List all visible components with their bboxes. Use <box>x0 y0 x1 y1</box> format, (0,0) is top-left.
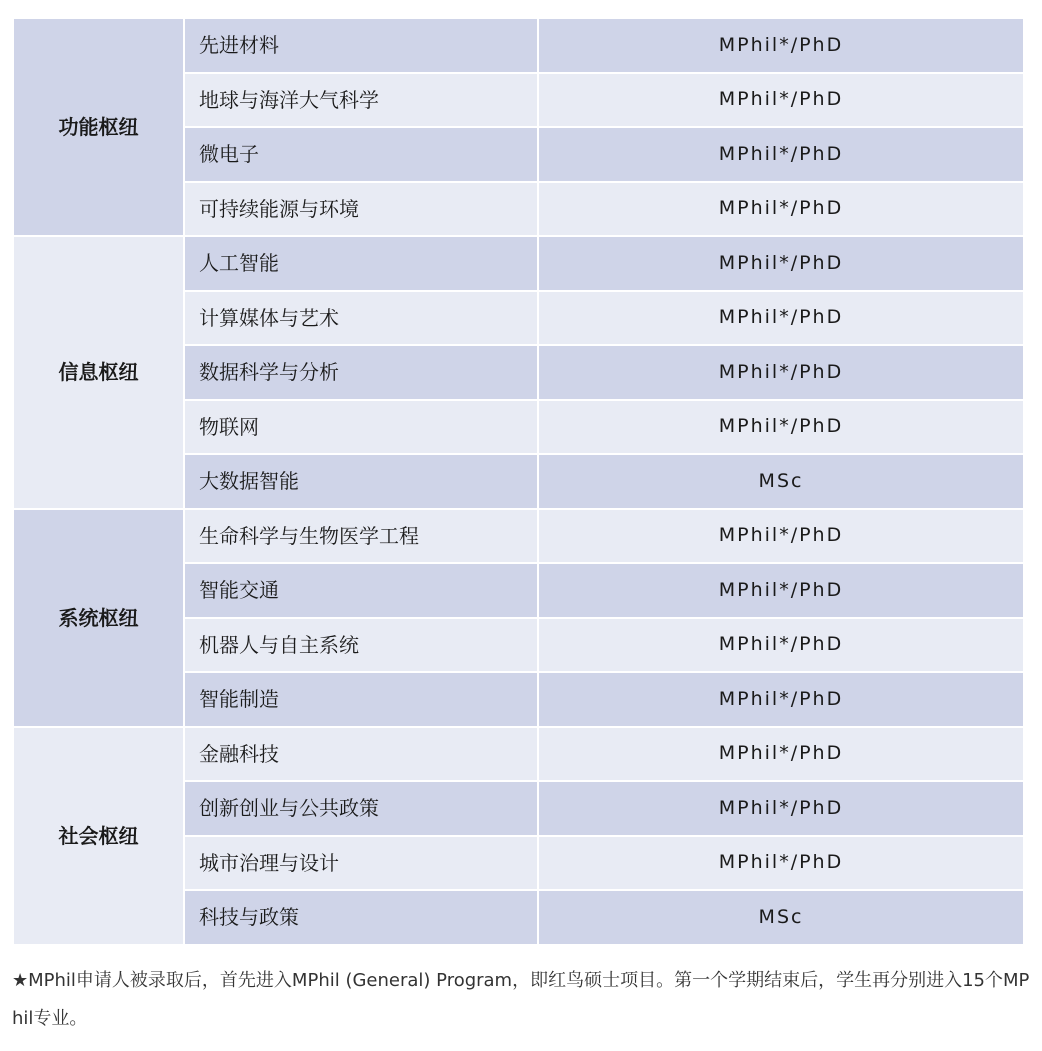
program-name-cell: 微电子 <box>184 127 538 182</box>
footnote: ★MPhil申请人被录取后，首先进入MPhil (General) Program，即红鸟硕士项目。第一个学期结束后，学生再分别进入15个MPhil专业。 <box>12 970 1030 1029</box>
degree-cell: MPhil*/PhD <box>538 836 1024 891</box>
program-name-cell: 智能交通 <box>184 563 538 618</box>
degree-cell: MPhil*/PhD <box>538 291 1024 346</box>
degree-cell: MPhil*/PhD <box>538 618 1024 673</box>
table-row <box>13 18 1024 73</box>
program-name-cell: 机器人与自主系统 <box>184 618 538 673</box>
degree-cell: MPhil*/PhD <box>538 781 1024 836</box>
degree-cell: MPhil*/PhD <box>538 236 1024 291</box>
program-name-cell: 先进材料 <box>184 18 538 73</box>
degree-cell: MPhil*/PhD <box>538 509 1024 564</box>
program-name-cell: 生命科学与生物医学工程 <box>184 509 538 564</box>
degree-cell: MPhil*/PhD <box>538 400 1024 455</box>
hub-cell: 社会枢纽 <box>13 727 184 945</box>
program-name-cell: 智能制造 <box>184 672 538 727</box>
degree-cell: MSc <box>538 454 1024 509</box>
hub-cell: 信息枢纽 <box>13 236 184 509</box>
degree-cell: MPhil*/PhD <box>538 18 1024 73</box>
degree-cell: MPhil*/PhD <box>538 345 1024 400</box>
degree-cell: MPhil*/PhD <box>538 73 1024 128</box>
program-table <box>12 17 1025 946</box>
program-name-cell: 城市治理与设计 <box>184 836 538 891</box>
program-name-cell: 数据科学与分析 <box>184 345 538 400</box>
program-name-cell: 可持续能源与环境 <box>184 182 538 237</box>
degree-cell: MPhil*/PhD <box>538 182 1024 237</box>
program-name-cell: 金融科技 <box>184 727 538 782</box>
degree-cell: MSc <box>538 890 1024 945</box>
degree-cell: MPhil*/PhD <box>538 727 1024 782</box>
program-name-cell: 科技与政策 <box>184 890 538 945</box>
table-row <box>13 236 1024 291</box>
degree-cell: MPhil*/PhD <box>538 127 1024 182</box>
table-row <box>13 509 1024 564</box>
table-row <box>13 727 1024 782</box>
program-name-cell: 物联网 <box>184 400 538 455</box>
hub-cell: 功能枢纽 <box>13 18 184 236</box>
program-name-cell: 人工智能 <box>184 236 538 291</box>
program-name-cell: 大数据智能 <box>184 454 538 509</box>
program-name-cell: 计算媒体与艺术 <box>184 291 538 346</box>
degree-cell: MPhil*/PhD <box>538 563 1024 618</box>
hub-cell: 系统枢纽 <box>13 509 184 727</box>
degree-cell: MPhil*/PhD <box>538 672 1024 727</box>
program-name-cell: 地球与海洋大气科学 <box>184 73 538 128</box>
table-body <box>13 18 1024 945</box>
program-name-cell: 创新创业与公共政策 <box>184 781 538 836</box>
